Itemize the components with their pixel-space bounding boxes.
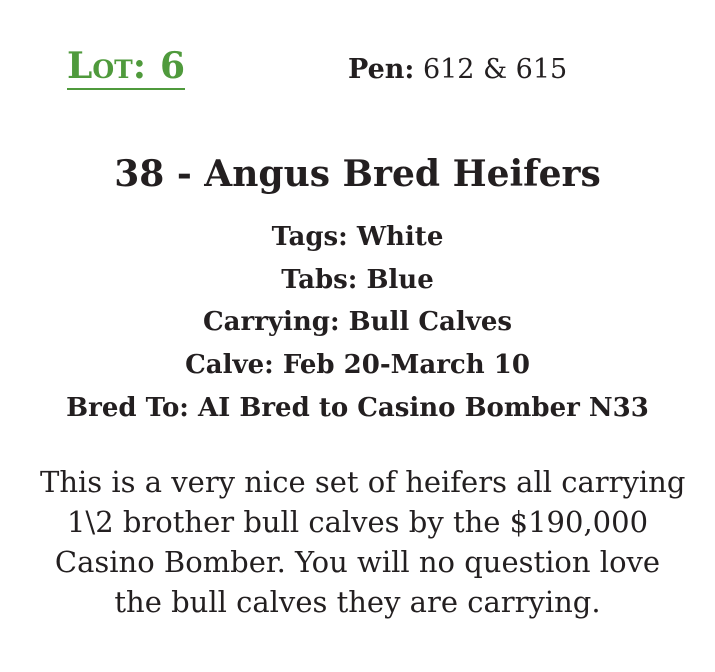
- lot-number: 6: [159, 45, 186, 87]
- detail-value: Bull Calves: [348, 307, 513, 338]
- detail-calve: [0, 344, 715, 387]
- detail-value: Blue: [366, 264, 434, 295]
- pen-info: [348, 54, 567, 86]
- detail-label: Calve:: [185, 350, 274, 381]
- detail-carrying: [0, 301, 715, 344]
- detail-value: White: [356, 222, 444, 252]
- description-line: This is a very nice set of heifers all carrying: [40, 465, 686, 499]
- lot-title: 38 - Angus Bred Heifers: [114, 153, 601, 195]
- lot-heading: [67, 46, 185, 90]
- detail-bred-to: [0, 387, 715, 430]
- detail-label: Tabs:: [281, 264, 358, 295]
- detail-tabs: [0, 259, 715, 302]
- detail-value: AI Bred to Casino Bomber N33: [197, 392, 649, 423]
- pen-label: Pen:: [348, 54, 415, 85]
- lot-label: Lot:: [67, 45, 146, 87]
- lot-details: [0, 216, 715, 430]
- detail-tags: [0, 216, 715, 259]
- description-line: Casino Bomber. You will no question love: [54, 545, 661, 579]
- detail-label: Bred To:: [66, 392, 189, 423]
- pen-value: 612 & 615: [422, 54, 568, 85]
- description-line: the bull calves they are carrying.: [114, 585, 601, 619]
- detail-label: Tags:: [271, 222, 348, 252]
- detail-label: Carrying:: [202, 307, 340, 338]
- description-line: 1\2 brother bull calves by the $190,000: [66, 505, 649, 539]
- lot-description: [40, 462, 686, 622]
- detail-value: Feb 20-March 10: [282, 350, 530, 381]
